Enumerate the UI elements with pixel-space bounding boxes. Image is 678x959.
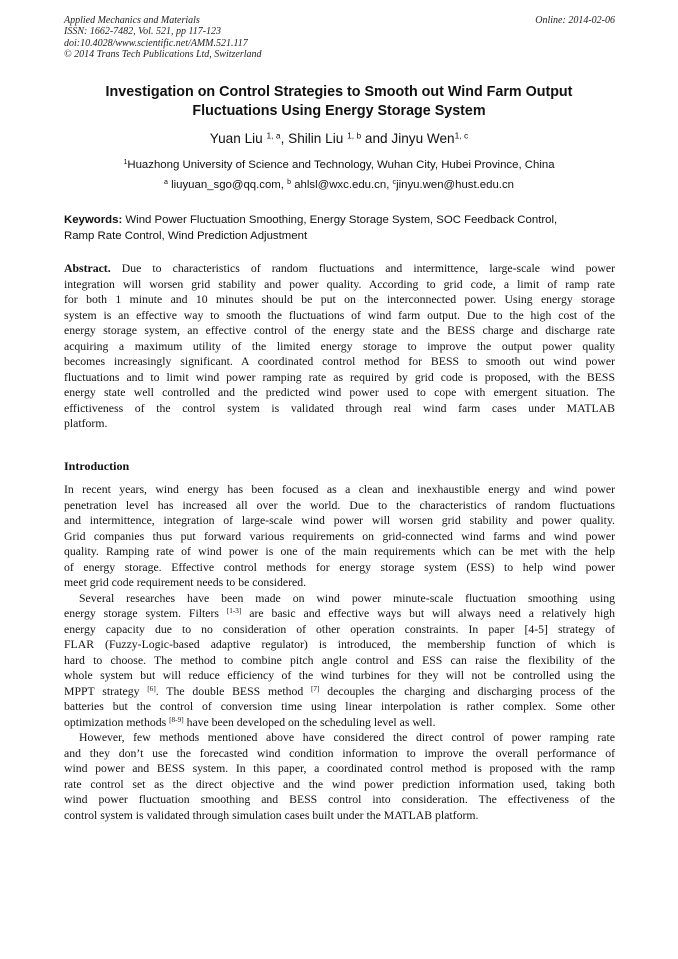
online-date: Online: 2014-02-06	[535, 15, 615, 26]
intro-line: energy capacity due to no consideration of other operation constraints. In paper [4-5] strategy of	[64, 622, 615, 636]
intro-line: of energy storage. Effective control methods for energy storage system (ESS) to help wind power	[64, 560, 615, 574]
citation-ref: [7]	[311, 684, 320, 693]
author-superscript: 1, c	[454, 130, 469, 141]
author-superscript: 1, b	[347, 130, 362, 141]
section-heading-introduction: Introduction	[64, 459, 130, 473]
abstract-block	[64, 261, 615, 432]
author-name: Shilin Liu	[288, 131, 344, 146]
abstract-line: acquiring a maximum utility of the limited energy storage to improve the output power quality	[64, 339, 615, 353]
affiliation: $^1$Huazhong University of Science and Technology, Wuhan City, Hubei Province, China	[123, 159, 555, 171]
intro-line: wind power fluctuation smoothing and BESS control into consideration. The effectiveness of the	[64, 793, 615, 806]
keywords-label: Keywords:	[64, 214, 123, 226]
abstract-line: integration will worsen grid stability and power quality. According to grid code, a limit of ramp rate	[64, 277, 615, 291]
abstract-line: Abstract. Due to characteristics of random fluctuations and intermittence, large-scale wind power	[64, 262, 615, 275]
intro-line: optimization methods [8-9] have been developed on the scheduling level as well.	[64, 715, 436, 729]
citation-ref: [8-9]	[169, 715, 184, 724]
intro-line: Grid companies thus put forward various requirements on grid-connected wind farms and wind power	[64, 529, 615, 543]
introduction-body	[64, 482, 615, 823]
intro-line: MPPT strategy [6]. The double BESS method [7] decouples the charging and discharging process of the	[64, 684, 615, 698]
intro-line: energy storage system. Filters [1-3] are basic and effective ways but will always need a relatively high	[64, 607, 615, 620]
intro-line: penetration level has increased all over the world. Due to the characteristics of random fluctuations	[64, 498, 615, 512]
author-superscript: 1, a	[266, 130, 281, 141]
issn-line: ISSN: 1662-7482, Vol. 521, pp 117-123	[64, 26, 222, 38]
intro-line: meet grid code requirement needs to be considered.	[64, 576, 307, 589]
intro-line: FLAR (Fuzzy-Logic-based adaptive regulator) is introduced, the membership function of which is	[64, 638, 615, 651]
keywords-line-2: Ramp Rate Control, Wind Prediction Adjustment	[64, 229, 308, 242]
email-link[interactable]: jinyu.wen@hust.edu.cn	[396, 179, 515, 191]
email-link[interactable]: liuyuan_sgo@qq.com,	[171, 179, 288, 191]
intro-line: and intermittence, integration of large-scale wind power will worsen grid stability and power quality.	[64, 514, 615, 527]
intro-line: control system is validated through simulation cases built under the MATLAB platform.	[64, 808, 479, 822]
abstract-line: platform.	[64, 417, 108, 430]
abstract-line: system is an effective way to smooth the fluctuations of wind farm output. Due to the high cost of the	[64, 308, 615, 322]
intro-line: whole system but will reduce efficiency of the wind turbines for they will not be controlled using the	[64, 669, 615, 682]
abstract-line: becomes increasingly significant. A coordinated control method for BESS to smooth out wind power	[64, 355, 615, 368]
email-link[interactable]: ahlsl@wxc.edu.cn,	[294, 179, 393, 191]
intro-line: and they don’t use the forecasted wind condition information to improve the overall performance of	[64, 746, 615, 760]
citation-ref: [1-3]	[226, 607, 242, 615]
abstract-line: energy storage system, an effective control of the energy state and the BESS charge and discharge rate	[64, 324, 615, 337]
title-line-2: Fluctuations Using Energy Storage System	[192, 103, 486, 119]
intro-line: batteries but the control of conversion time using linear interpolation is rather complex. Some other	[64, 700, 615, 713]
intro-line: Several researches have been made on wind power minute-scale fluctuation smoothing using	[79, 591, 615, 605]
intro-line: However, few methods mentioned above have considered the direct control of power ramping rate	[79, 731, 615, 744]
keywords-block	[64, 213, 616, 244]
doi-line: doi:10.4028/www.scientific.net/AMM.521.117	[64, 37, 248, 49]
intro-line: In recent years, wind energy has been focused as a clean and inexhaustible energy and wind power	[64, 483, 615, 496]
abstract-line: effictiveness of the control system is validated through real wind farm cases under MATLAB	[64, 401, 615, 415]
abstract-line: fluctuations and to limit wind power ramping rate as required by grid code is proposed, with the BESS	[64, 370, 615, 384]
abstract-line: for both 1 minute and 10 minutes should be put on the interconnected power. Using energy storage	[64, 293, 615, 306]
intro-line: rate control set as the direct objective and the wind power prediction information used, taking both	[64, 777, 615, 791]
abstract-label: Abstract.	[64, 262, 111, 275]
keywords-line-1: Wind Power Fluctuation Smoothing, Energy Storage System, SOC Feedback Control,	[125, 214, 558, 226]
copyright-line: © 2014 Trans Tech Publications Ltd, Switzerland	[64, 49, 262, 61]
title-line-1: Investigation on Control Strategies to Smooth out Wind Farm Output	[105, 84, 573, 100]
journal-header	[64, 15, 262, 61]
author-emails: $^a$ liuyuan_sgo@qq.com, $^b$ ahlsl@wxc.edu.cn, $^c$jinyu.wen@hust.edu.cn	[163, 179, 515, 191]
intro-line: quality. Ramping rate of wind power is one of the main requirements which can be met with the help	[64, 545, 615, 558]
paper-title	[40, 83, 638, 121]
author-name: Jinyu Wen	[391, 131, 455, 146]
author-list: Yuan Liu $^{1, a}$, Shilin Liu $^{1, b}$ and Jinyu Wen$^{1, c}$	[209, 130, 469, 146]
journal-name: Applied Mechanics and Materials	[64, 15, 200, 26]
intro-line: wind power and BESS system. In this paper, a coordinated control method is proposed with the ramp	[64, 762, 615, 775]
intro-line: hard to choose. The method to combine pitch angle control and ESS can raise the flexibility of the	[64, 653, 615, 667]
author-name: Yuan Liu	[209, 131, 263, 146]
citation-ref: [6]	[147, 684, 156, 693]
abstract-line: energy state well controlled and the predicted wind power used to cope with emergent situation. The	[64, 386, 615, 399]
